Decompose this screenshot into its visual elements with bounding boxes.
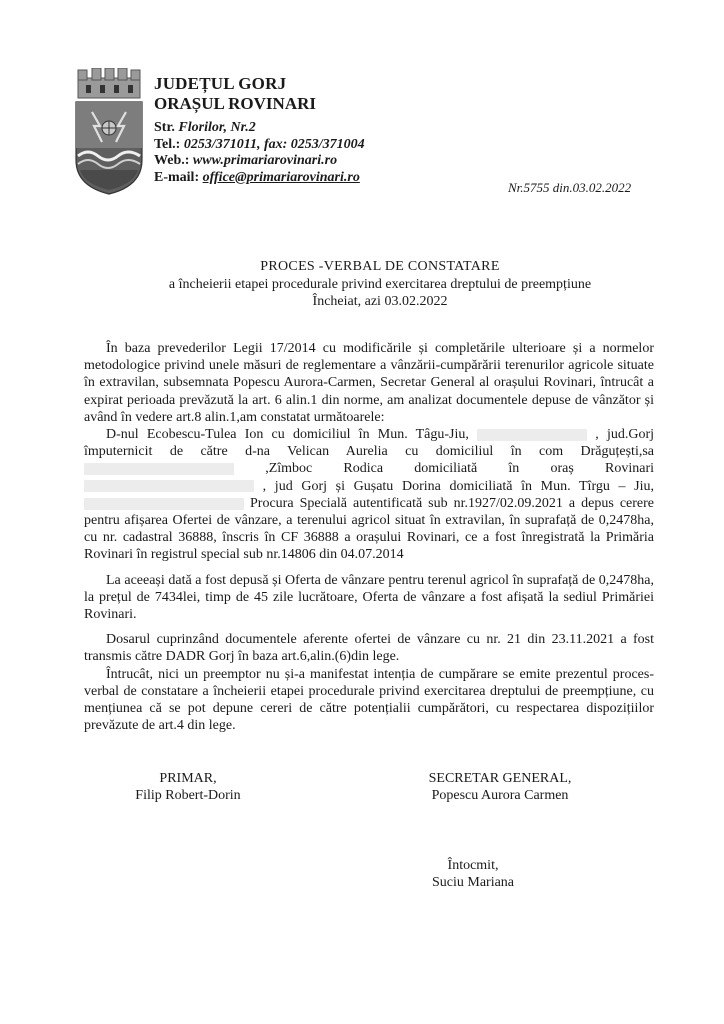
redacted-address xyxy=(84,480,254,492)
parties-text-4: , jud Gorj și Gușatu Dorina domiciliată în Mun. Tîrgu – Jiu, xyxy=(262,478,654,494)
street-value: Florilor, Nr.2 xyxy=(178,120,256,135)
document-number: Nr.5755 din.03.02.2022 xyxy=(508,180,632,195)
secretary-name: Popescu Aurora Carmen xyxy=(431,788,569,803)
document-date-line: Încheiat, azi 03.02.2022 xyxy=(312,294,448,309)
document-title: PROCES -VERBAL DE CONSTATARE xyxy=(260,259,500,274)
email-link[interactable]: office@primariarovinari.ro xyxy=(202,169,360,185)
address-line xyxy=(154,120,534,137)
document-subtitle: a încheierii etapei procedurale privind exercitarea dreptului de preempțiune xyxy=(168,277,592,292)
city-name: ORAȘUL ROVINARI xyxy=(154,94,316,113)
drafted-title: Întocmit, xyxy=(447,858,499,873)
mayor-name: Filip Robert-Dorin xyxy=(135,788,241,803)
secretary-signature-block xyxy=(420,770,580,804)
letterhead xyxy=(72,68,672,198)
mayor-title: PRIMAR, xyxy=(159,771,217,786)
email-line xyxy=(154,170,534,187)
web-line xyxy=(154,153,534,170)
paragraph-dossier: Dosarul cuprinzând documentele aferente ofertei de vânzare cu nr. 21 din 23.11.2021 a fost transmis către DADR Gorj în baza art.6,alin.(6)din lege. xyxy=(84,632,654,665)
parties-text-3: ,Zîmboc Rodica domiciliată în oraș Rovinari xyxy=(265,461,654,477)
web-label: Web.: xyxy=(154,153,190,168)
document-body xyxy=(84,340,654,734)
parties-text-5: Procura Specială autentificată sub nr.1927/02.09.2021 a depus cerere pentru afișarea Ofertei de vânzare, a terenului agricol situat în extravilan, în suprafață de 0,2478ha, cu nr. cadastral 36888, înscris în CF 36888 a orașului Rovinari, ce a fost înregistrată la Primăria Rovinari în registrul special sub nr.14806 din 04.07.2014 xyxy=(84,495,655,563)
redacted-address xyxy=(84,498,244,510)
street-label: Str. xyxy=(154,120,175,135)
paragraph-offer: La aceeași dată a fost depusă și Oferta de vânzare pentru terenul agricol în suprafață de 0,2478ha, la prețul de 7434lei, timp de 45 zile lucrătoare, Oferta de vânzare a fost afișată la sediul Primăriei Rovinari. xyxy=(84,572,654,623)
tel-label: Tel.: xyxy=(154,136,181,152)
email-label: E-mail: xyxy=(154,169,200,185)
phone-line xyxy=(154,137,534,154)
drafted-name: Suciu Mariana xyxy=(431,875,515,890)
document-title-block xyxy=(100,258,660,310)
drafted-by-block xyxy=(428,857,518,891)
tel-value: 0253/371011, fax: 0253/371004 xyxy=(183,136,365,152)
mayor-signature-block xyxy=(108,770,268,804)
parties-text-1: D-nul Ecobescu-Tulea Ion cu domiciliul în Mun. Tâgu-Jiu, xyxy=(106,427,469,443)
parties-text-2: , jud.Gorj împuternicit de către d-na Velican Aurelia cu domiciliul în com Drăguțești,sa xyxy=(84,427,654,460)
web-link[interactable]: www.primariarovinari.ro xyxy=(192,153,338,168)
redacted-address xyxy=(477,429,587,441)
county-name: JUDEȚUL GORJ xyxy=(154,74,287,93)
letterhead-text xyxy=(154,74,534,186)
redacted-address xyxy=(84,463,234,475)
paragraph-parties xyxy=(84,426,654,564)
paragraph-conclusion: Întrucât, nici un preemptor nu și-a manifestat intenția de cumpărare se emite prezentul proces-verbal de constatare a încheierii etapei procedurale privind exercitarea dreptului de preempțiune, cu mențiunea că se pot depune cereri de către potențialii cumpărători, cu respectarea dispozițiilor prevăzute de art.4 din lege. xyxy=(84,666,654,734)
secretary-title: SECRETAR GENERAL, xyxy=(428,771,572,786)
paragraph-legal-basis: În baza prevederilor Legii 17/2014 cu modificările și completările ulterioare și a normelor metodologice privind unele măsuri de reglementare a vânzării-cumpărării terenurilor agricole situate în extravilan, subsemnata Popescu Aurora-Carmen, Secretar General al orașului Rovinari, întrucât a expirat perioada prevăzută la art. 6 alin.1 din norme, am analizat documentele depuse de vânzător și având în vedere art.8 alin.1,am constatat următoarele: xyxy=(84,341,654,425)
rovinari-coat-of-arms-icon xyxy=(72,68,146,196)
